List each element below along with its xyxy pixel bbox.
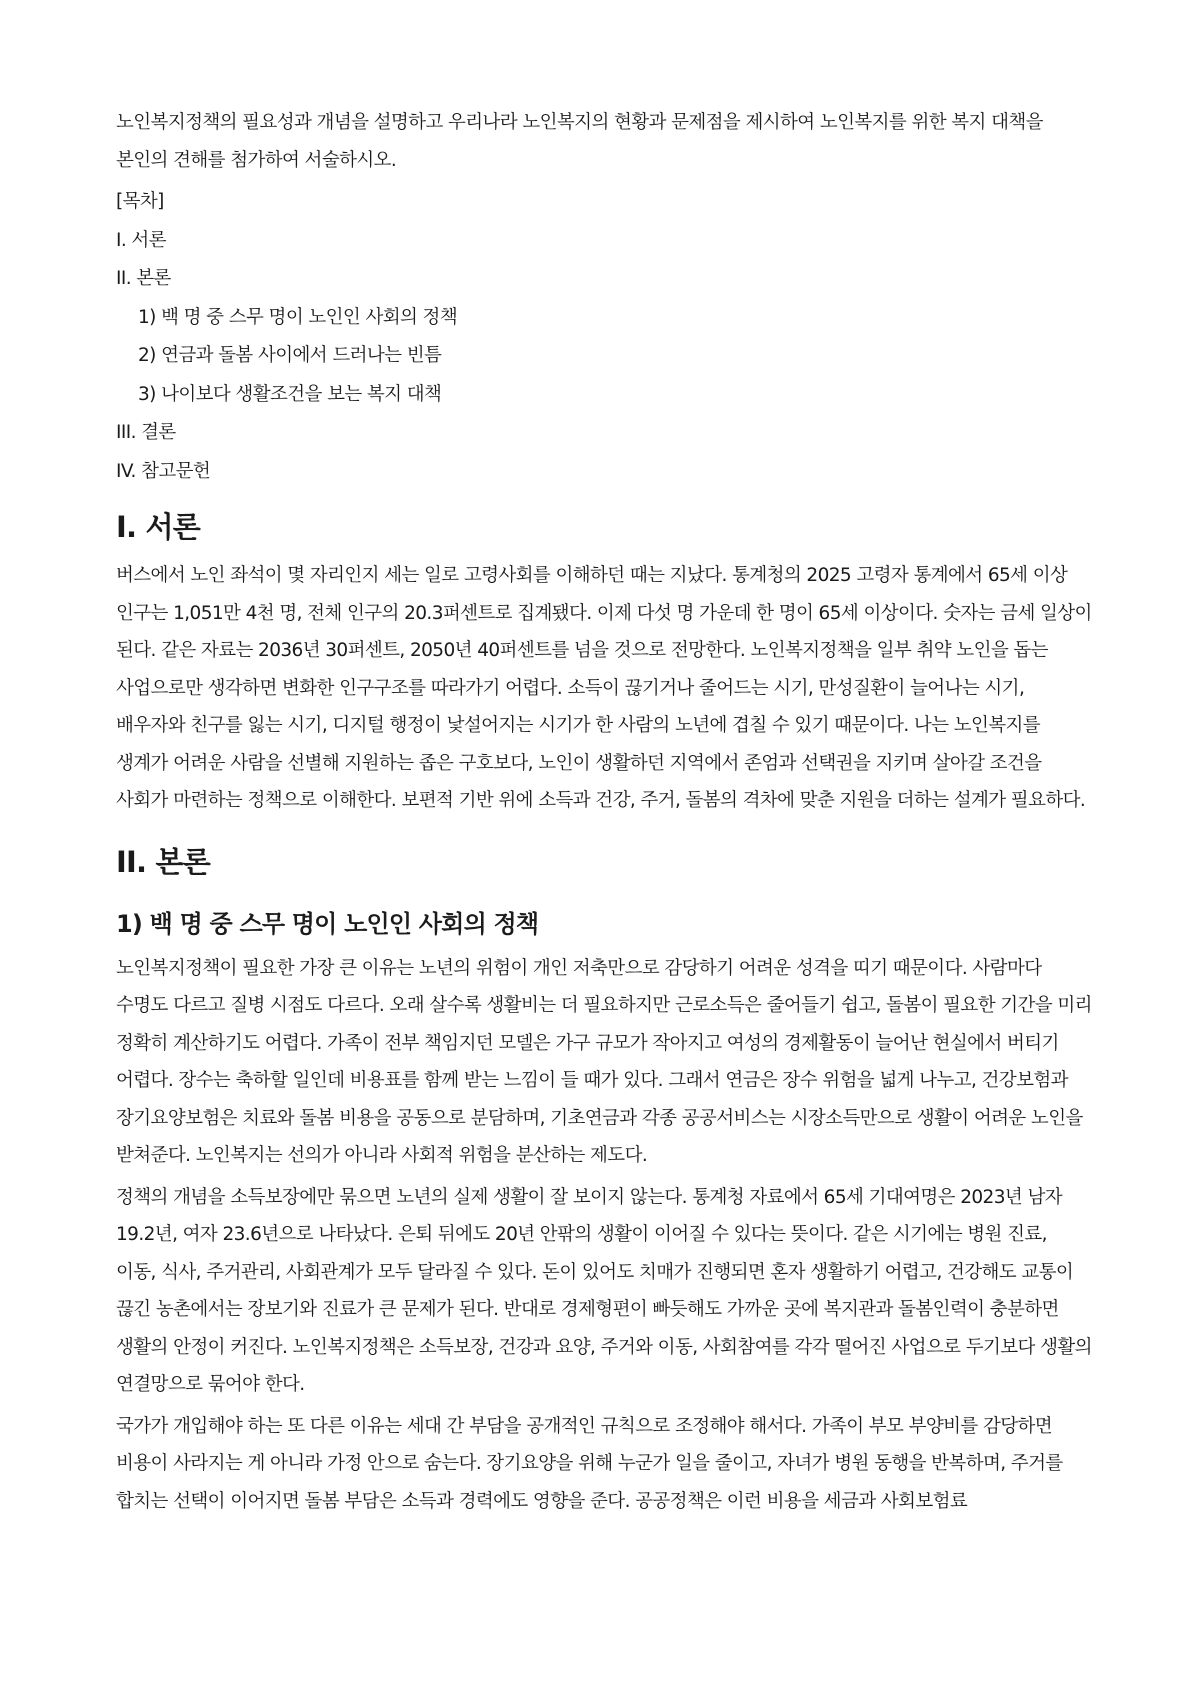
section-1-heading: 1) 백 명 중 스무 명이 노인인 사회의 정책 <box>116 909 539 938</box>
assignment-prompt: 노인복지정책의 필요성과 개념을 설명하고 우리나라 노인복지의 현황과 문제점을 제시하여 노인복지를 위한 복지 대책을 본인의 견해를 첨가하여 서술하시오. <box>116 112 1043 171</box>
section-1-paragraph-3: 국가가 개입해야 하는 또 다른 이유는 세대 간 부담을 공개적인 규칙으로 조정해야 해서다. 가족이 부모 부양비를 감당하면 비용이 사라지는 게 아니라 가정 안으로 숨는다. 장기요양을 위해 누군가 일을 줄이고, 자녀가 병원 동행을 반복하며, 주거를 합치는 선택이 이어지면 돌봄 부담은 소득과 경력에도 영향을 준다. 공공정책은 이런 비용을 세금과 사회보험료 <box>116 1415 1063 1512</box>
body-heading: II. 본론 <box>116 844 210 879</box>
toc-item-body: II. 본론 <box>116 268 171 289</box>
toc-item-body-1: 1) 백 명 중 스무 명이 노인인 사회의 정책 <box>138 306 458 328</box>
intro-heading: I. 서론 <box>116 510 200 544</box>
document-page <box>116 104 1092 1520</box>
toc-item-intro: I. 서론 <box>116 229 166 251</box>
toc-heading: [목차] <box>116 191 164 212</box>
toc-item-body-2: 2) 연금과 돌봄 사이에서 드러나는 빈틈 <box>138 345 442 366</box>
toc-item-body-3: 3) 나이보다 생활조건을 보는 복지 대책 <box>138 383 442 405</box>
toc-item-references: IV. 참고문헌 <box>116 460 211 482</box>
section-1-paragraph-2: 정책의 개념을 소득보장에만 묶으면 노년의 실제 생활이 잘 보이지 않는다. 통계청 자료에서 65세 기대여명은 2023년 남자 19.2년, 여자 23.6년으로 나타났다. 은퇴 뒤에도 20년 안팎의 생활이 이어질 수 있다는 뜻이다. 같은 시기에는 병원 진료, 이동, 식사, 주거관리, 사회관계가 모두 달라질 수 있다. 돈이 있어도 치매가 진행되면 혼자 생활하기 어렵고, 건강해도 교통이 끊긴 농촌에서는 장보기와 진료가 큰 문제가 된다. 반대로 경제형편이 빠듯해도 가까운 곳에 복지관과 돌봄인력이 충분하면 생활의 안정이 커진다. 노인복지정책은 소득보장, 건강과 요양, 주거와 이동, 사회참여를 각각 떨어진 사업으로 두기보다 생활의 연결망으로 묶어야 한다. <box>116 1186 1092 1395</box>
intro-paragraph: 버스에서 노인 좌석이 몇 자리인지 세는 일로 고령사회를 이해하던 때는 지났다. 통계청의 2025 고령자 통계에서 65세 이상 인구는 1,051만 4천 명, 전체 인구의 20.3퍼센트로 집계됐다. 이제 다섯 명 가운데 한 명이 65세 이상이다. 숫자는 금세 일상이 된다. 같은 자료는 2036년 30퍼센트, 2050년 40퍼센트를 넘을 것으로 전망한다. 노인복지정책을 일부 취약 노인을 돕는 사업으로만 생각하면 변화한 인구구조를 따라가기 어렵다. 소득이 끊기거나 줄어드는 시기, 만성질환이 늘어나는 시기, 배우자와 친구를 잃는 시기, 디지털 행정이 낯설어지는 시기가 한 사람의 노년에 겹칠 수 있기 때문이다. 나는 노인복지를 생계가 어려운 사람을 선별해 지원하는 좁은 구호보다, 노인이 생활하던 지역에서 존엄과 선택권을 지키며 살아갈 조건을 사회가 마련하는 정책으로 이해한다. 보편적 기반 위에 소득과 건강, 주거, 돌봄의 격차에 맞춘 지원을 더하는 설계가 필요하다. <box>116 565 1092 811</box>
section-1-paragraph-1: 노인복지정책이 필요한 가장 큰 이유는 노년의 위험이 개인 저축만으로 감당하기 어려운 성격을 띠기 때문이다. 사람마다 수명도 다르고 질병 시점도 다르다. 오래 살수록 생활비는 더 필요하지만 근로소득은 줄어들기 쉽고, 돌봄이 필요한 기간을 미리 정확히 계산하기도 어렵다. 가족이 전부 책임지던 모델은 가구 규모가 작아지고 여성의 경제활동이 늘어난 현실에서 버티기 어렵다. 장수는 축하할 일인데 비용표를 함께 받는 느낌이 들 때가 있다. 그래서 연금은 장수 위험을 넓게 나누고, 건강보험과 장기요양보험은 치료와 돌봄 비용을 공동으로 분담하며, 기초연금과 각종 공공서비스는 시장소득만으로 생활이 어려운 노인을 받쳐준다. 노인복지는 선의가 아니라 사회적 위험을 분산하는 제도다. <box>116 957 1092 1166</box>
table-of-contents <box>116 183 1092 491</box>
toc-item-conclusion: III. 결론 <box>116 422 176 443</box>
